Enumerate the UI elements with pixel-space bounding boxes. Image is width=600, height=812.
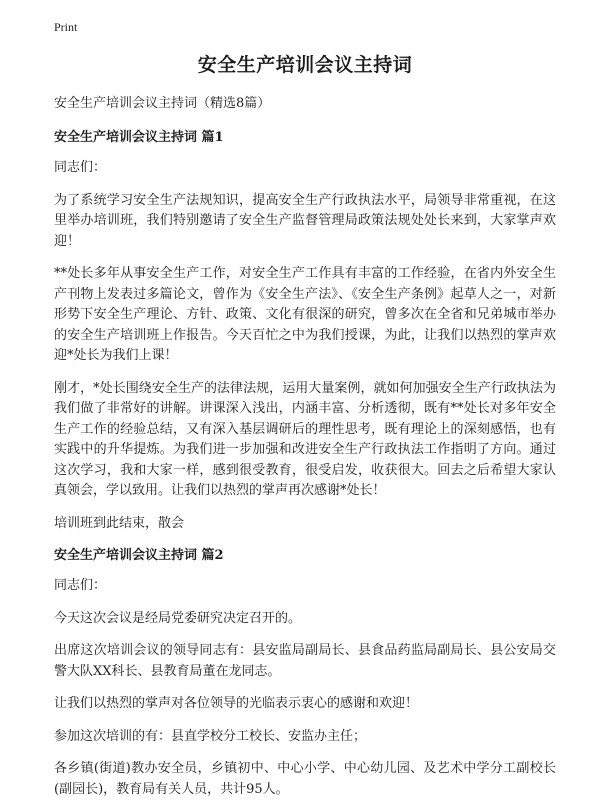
paragraph: 今天这次会议是经局党委研究决定召开的。 <box>54 610 302 626</box>
paragraph: 出席这次培训会议的领导同志有：县安监局副局长、县食品药监局副局长、县公安局交警大队XX科长、县教育局董在龙同志。 <box>54 643 556 679</box>
paragraph: 参加这次培训的有：县直学校分工校长、安监办主任； <box>54 728 367 744</box>
section-heading: 安全生产培训会议主持词 篇2 <box>54 548 224 563</box>
paragraph: 刚才，*处长围绕安全生产的法律法规，运用大量案例，就如何加强安全生产行政执法为我们做了非常好的讲解。讲课深入浅出，内涵丰富、分析透彻，既有**处长对多年安全生产工作的经验总结，又有深入基层调研后的理性思考，既有理论上的深刻感悟，也有实践中的升华提炼。为我们进一步加强和改进安全生产行政执法工作指明了方向。通过这次学习，我和大家一样，感到很受教育，很受启发，收获很大。回去之后希望大家认真领会，学以致用。让我们以热烈的掌声再次感谢*处长！ <box>54 380 556 498</box>
paragraph: 让我们以热烈的掌声对各位领导的光临表示衷心的感谢和欢迎！ <box>54 696 419 711</box>
section-heading: 安全生产培训会议主持词 篇1 <box>54 130 224 145</box>
section-1 <box>54 128 556 534</box>
document-body <box>54 50 556 812</box>
paragraph: 培训班到此结束，散会 <box>54 515 185 531</box>
document-subtitle: 安全生产培训会议主持词（精选8篇） <box>54 96 271 111</box>
page-title: 安全生产培训会议主持词 <box>197 54 413 76</box>
paragraph: 为了系统学习安全生产法规知识，提高安全生产行政执法水平，局领导非常重视，在这里举办培训班，我们特别邀请了安全生产监督管理局政策法规处处长来到，大家掌声欢迎！ <box>54 192 556 249</box>
print-link[interactable]: Print <box>54 20 78 34</box>
paragraph: 同志们： <box>54 160 107 175</box>
section-2 <box>54 546 556 800</box>
paragraph: 同志们： <box>54 578 107 593</box>
paragraph: 各乡镇(街道)教办安全员，乡镇初中、中心小学、中心幼儿园、及艺术中学分工副校长(副园长)，教育局有关人员，共计95人。 <box>54 761 556 797</box>
paragraph: **处长多年从事安全生产工作，对安全生产工作具有丰富的工作经验，在省内外安全生产刊物上发表过多篇论文，曾作为《安全生产法》、《安全生产条例》起草人之一，对新形势下安全生产理论、方针、政策、文化有很深的研究，曾多次在全省和兄弟城市举办的安全生产培训班上作报告。今天百忙之中为我们授课，为此，让我们以热烈的掌声欢迎*处长为我们上课！ <box>54 266 556 363</box>
